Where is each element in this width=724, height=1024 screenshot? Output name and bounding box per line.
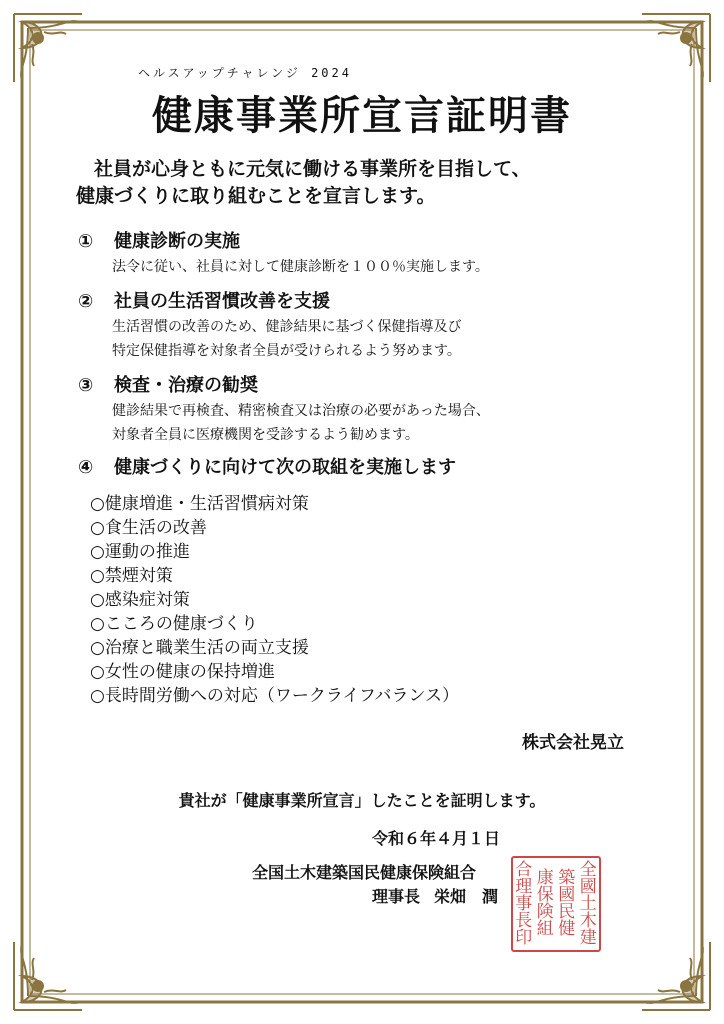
seal-column <box>579 859 597 948</box>
seal-character: 保 <box>536 885 554 905</box>
list-item: ○治療と職業生活の両立支援 <box>90 638 309 658</box>
item-description: 法令に従い、社員に対して健康診断を１００％実施します。 <box>112 259 489 275</box>
declaration-item-2 <box>78 289 678 363</box>
item-heading <box>78 373 678 399</box>
issue-date: 令和６年４月１日 <box>372 829 501 848</box>
list-item: ○健康増進・生活習慣病対策 <box>90 494 309 514</box>
list-item: ○運動の推進 <box>90 542 190 562</box>
seal-column <box>558 870 575 938</box>
intro-line: 健康づくりに取り組むことを宣言します。 <box>76 185 436 207</box>
seal-character: 組 <box>536 919 554 939</box>
corner-ornament-icon <box>8 8 88 88</box>
intro-statement <box>76 156 676 210</box>
declaration-item-1 <box>78 229 678 279</box>
intro-line: 社員が心身ともに元気に働ける事業所を目指して、 <box>94 158 531 180</box>
item-heading <box>78 455 678 481</box>
page-title: 健康事業所宣言証明書 <box>152 92 572 139</box>
list-item: ○食生活の改善 <box>90 518 207 538</box>
corner-ornament-icon <box>636 936 716 1016</box>
list-item: ○長時間労働への対応（ワークライフバランス） <box>90 686 459 706</box>
seal-character: 建 <box>579 927 597 948</box>
item-heading-text: 健康診断の実施 <box>114 231 240 252</box>
seal-character: 民 <box>558 902 576 922</box>
item-heading-text: 社員の生活習慣改善を支援 <box>114 291 330 312</box>
seal-character: 事 <box>515 893 533 914</box>
seal-character: 長 <box>515 910 533 931</box>
item-number: ② <box>78 291 94 312</box>
officer-title: 理事長 <box>372 887 421 906</box>
seal-character: 國 <box>579 876 597 897</box>
declaration-item-4 <box>78 455 678 481</box>
seal-character: 木 <box>579 910 597 931</box>
seal-character: 國 <box>558 885 576 905</box>
seal-column <box>537 870 554 938</box>
official-seal-stamp <box>511 856 601 952</box>
seal-character: 険 <box>536 902 554 922</box>
corner-ornament-icon <box>636 8 716 88</box>
officer-signature <box>372 884 512 907</box>
item-description: 対象者全員に医療機関を受診するよう勧めます。 <box>112 427 419 443</box>
seal-character: 築 <box>558 868 576 888</box>
item-number: ① <box>78 231 94 252</box>
issuer-name: 全国土木建築国民健康保険組合 <box>252 863 477 882</box>
list-item: ○感染症対策 <box>90 590 190 610</box>
seal-character: 合 <box>515 859 533 880</box>
item-heading-text: 健康づくりに向けて次の取組を実施します <box>114 457 456 478</box>
company-name: 株式会社晃立 <box>522 733 624 753</box>
seal-character: 康 <box>536 868 554 888</box>
item-number: ③ <box>78 375 94 396</box>
item-heading <box>78 289 678 315</box>
item-description: 生活習慣の改善のため、健診結果に基づく保健指導及び <box>112 319 462 335</box>
item-heading-text: 検査・治療の勧奨 <box>114 375 258 396</box>
seal-character: 全 <box>579 859 597 880</box>
initiatives-list <box>90 492 459 708</box>
item-description: 健診結果で再検査、精密検査又は治療の必要があった場合、 <box>112 403 490 419</box>
list-item: ○禁煙対策 <box>90 566 173 586</box>
declaration-item-3 <box>78 373 678 447</box>
list-item: ○こころの健康づくり <box>90 614 258 634</box>
seal-character: 土 <box>579 893 597 914</box>
subtitle: ヘルスアップチャレンジ 2024 <box>138 66 352 80</box>
item-heading <box>78 229 678 255</box>
corner-ornament-icon <box>8 936 88 1016</box>
list-item: ○女性の健康の保持増進 <box>90 662 275 682</box>
seal-character: 理 <box>515 876 533 897</box>
item-description: 特定保健指導を対象者全員が受けられるよう努めます。 <box>112 343 461 359</box>
seal-character: 健 <box>558 919 576 939</box>
officer-name: 栄畑 潤 <box>434 887 499 906</box>
seal-column <box>515 859 533 948</box>
certification-statement: 貴社が「健康事業所宣言」したことを証明します。 <box>178 791 546 810</box>
item-number: ④ <box>78 457 94 478</box>
seal-character: 印 <box>515 927 533 948</box>
